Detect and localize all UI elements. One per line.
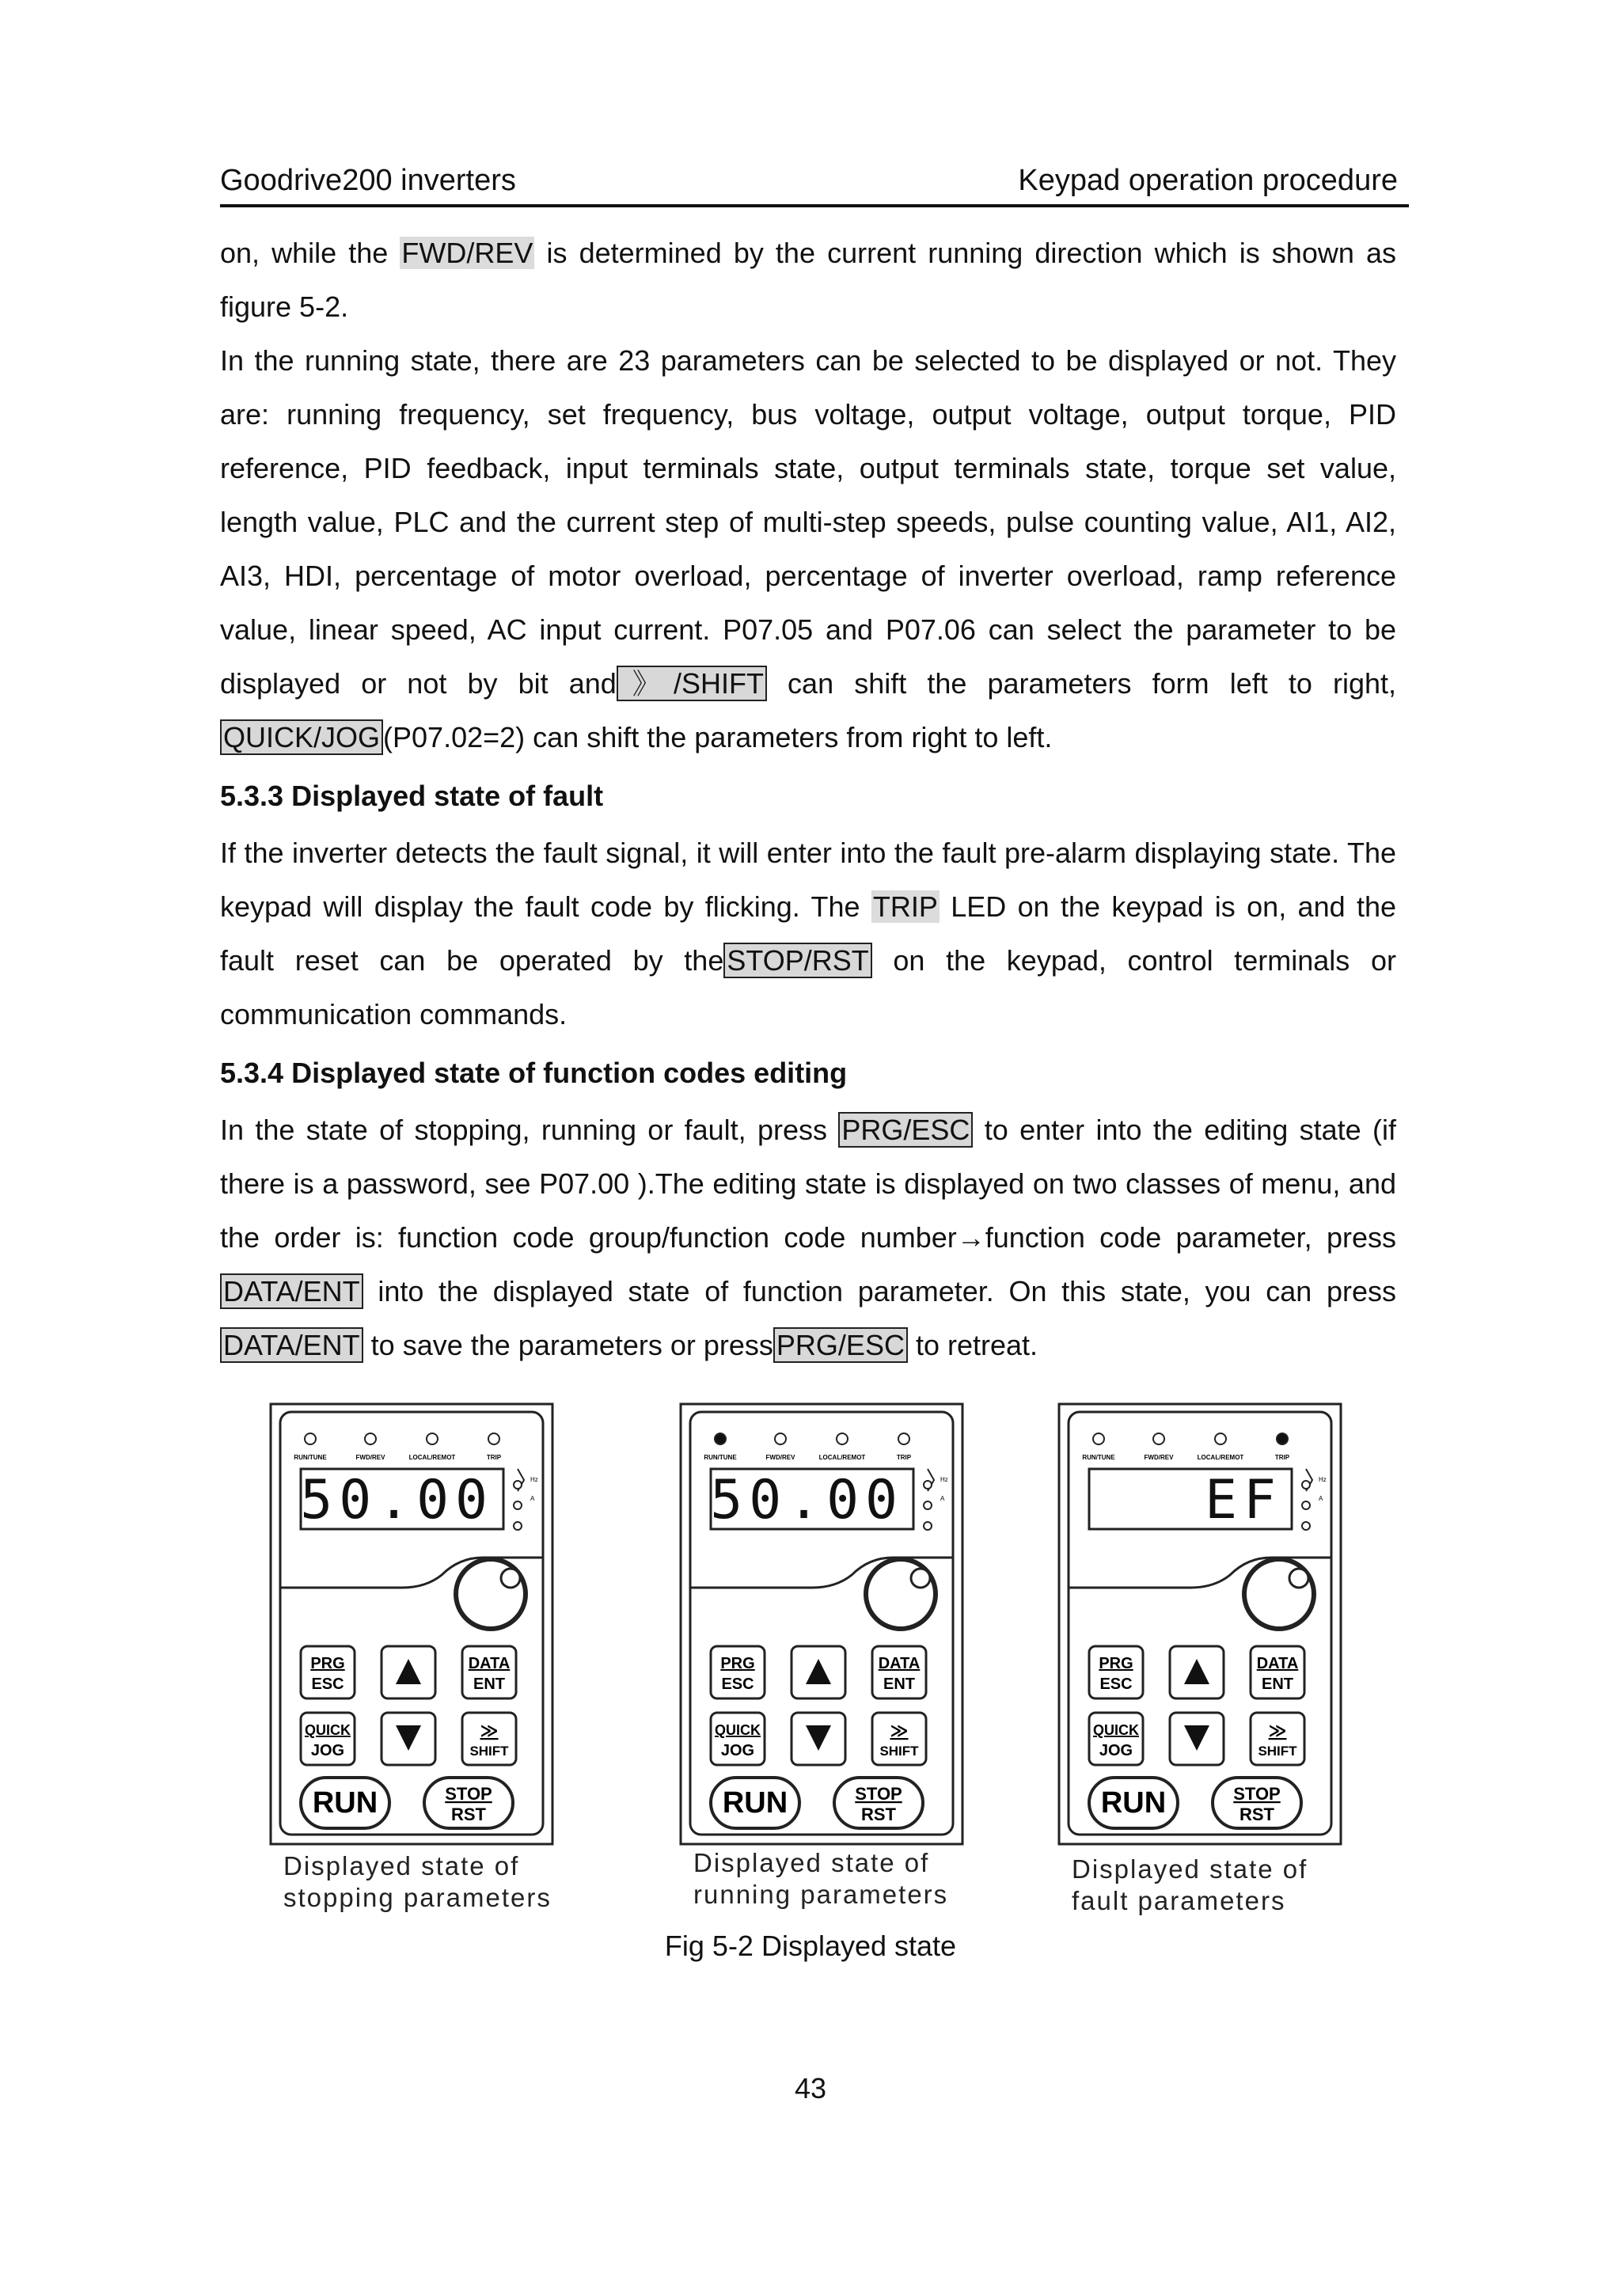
section-heading-5-3-4: 5.3.4 Displayed state of function codes editing [220, 1057, 848, 1089]
led-fwd-rev [775, 1433, 786, 1444]
keypad-drawing [269, 1402, 554, 1846]
body-text [220, 226, 1396, 1372]
page-number: 43 [794, 2072, 827, 2104]
display-value: EF [1205, 1469, 1282, 1531]
ent-label: ENT [473, 1676, 505, 1693]
text: to retreat. [907, 1329, 1038, 1361]
text: is determined by the current running direction which is shown as figure 5-2. [220, 237, 1396, 323]
unit-hz: Hz [940, 1476, 948, 1483]
esc-label: ESC [311, 1676, 344, 1693]
prg-esc-key-label-2: PRG/ESC [773, 1327, 908, 1363]
quick-label: QUICK [1093, 1722, 1139, 1738]
run-label: RUN [312, 1786, 378, 1820]
stop-rst-key-label: STOP/RST [723, 943, 871, 978]
run-label: RUN [722, 1786, 788, 1820]
led-run-tune [715, 1433, 726, 1444]
led-label-local-remot: LOCAL/REMOT [1197, 1454, 1244, 1461]
led-label-run-tune: RUN/TUNE [294, 1454, 327, 1461]
led-trip [488, 1433, 499, 1444]
text: into the displayed state of function parameter. On this state, you can press [363, 1275, 1396, 1307]
shift-icon: ≫ [1268, 1721, 1287, 1741]
keypad-figure-running [679, 1402, 972, 1911]
quick-label: QUICK [715, 1722, 761, 1738]
text: If the inverter detects the fault signal, it will enter into the fault pre-alarm displaying state. The keypad will display the fault code by flicking. The [220, 837, 1396, 923]
trip-led-label: TRIP [872, 890, 938, 923]
shift-key-label: 》/SHIFT [617, 666, 767, 701]
led-label-trip: TRIP [486, 1454, 502, 1461]
led-trip [898, 1433, 909, 1444]
paragraph-editing [220, 1103, 1396, 1372]
keypad-figures [269, 1402, 1353, 1925]
fwd-rev-led-label: FWD/REV [401, 237, 533, 269]
caption-line-1: Displayed state of [1072, 1854, 1308, 1884]
led-local-remot [427, 1433, 438, 1444]
prg-label: PRG [310, 1655, 345, 1672]
text: In the state of stopping, running or fault, press [220, 1114, 839, 1146]
unit-a: A [940, 1495, 945, 1502]
rst-label: RST [451, 1805, 486, 1824]
keypad-drawing [1057, 1402, 1342, 1846]
run-label: RUN [1100, 1786, 1167, 1820]
paragraph-fault [220, 826, 1396, 1042]
text: can shift the parameters form left to right, [766, 667, 1397, 700]
led-label-fwd-rev: FWD/REV [765, 1454, 795, 1461]
rst-label: RST [861, 1805, 896, 1824]
ent-label: ENT [883, 1676, 915, 1693]
shift-icon: ≫ [890, 1721, 909, 1741]
keypad-caption [269, 1850, 562, 1914]
led-label-run-tune: RUN/TUNE [704, 1454, 737, 1461]
page-header [220, 163, 1409, 207]
data-label: DATA [468, 1655, 511, 1672]
keypad-caption [1057, 1854, 1350, 1917]
led-local-remot [1215, 1433, 1226, 1444]
led-trip [1277, 1433, 1288, 1444]
led-fwd-rev [365, 1433, 376, 1444]
text: on the keypad, control terminals or communication commands. [220, 944, 1396, 1030]
prg-esc-key-label: PRG/ESC [838, 1112, 973, 1148]
caption-line-2: stopping parameters [283, 1883, 552, 1912]
caption-line-2: running parameters [693, 1880, 949, 1909]
unit-hz: Hz [1319, 1476, 1327, 1483]
data-ent-key-label: DATA/ENT [220, 1273, 363, 1309]
caption-line-1: Displayed state of [283, 1851, 520, 1880]
led-local-remot [837, 1433, 848, 1444]
led-label-local-remot: LOCAL/REMOT [818, 1454, 866, 1461]
led-label-trip: TRIP [896, 1454, 912, 1461]
stop-label: STOP [1233, 1784, 1281, 1804]
header-right: Keypad operation procedure [1018, 164, 1398, 197]
stop-label: STOP [445, 1784, 492, 1804]
text: (P07.02=2) can shift the parameters from right to left. [383, 721, 1053, 753]
led-label-trip: TRIP [1274, 1454, 1290, 1461]
esc-label: ESC [721, 1676, 754, 1693]
text: on, while the [220, 237, 401, 269]
quick-jog-key-label: QUICK/JOG [220, 719, 383, 755]
keypad-figure-fault [1057, 1402, 1350, 1917]
jog-label: JOG [310, 1742, 345, 1759]
figure-caption: Fig 5-2 Displayed state [664, 1930, 957, 1962]
led-fwd-rev [1153, 1433, 1164, 1444]
data-label: DATA [1256, 1655, 1299, 1672]
jog-label: JOG [1099, 1742, 1133, 1759]
keypad-caption [679, 1847, 972, 1911]
data-ent-key-label-2: DATA/ENT [220, 1327, 363, 1363]
text: to enter into the editing state (if there is a password, see P07.00 ).The editing state is displayed on two classes of menu, and the order is: function code group/function code number→function code parameter, press [220, 1114, 1396, 1254]
display-value: 50.00 [710, 1469, 904, 1531]
shift-icon: ≫ [480, 1721, 499, 1741]
section-heading-5-3-3: 5.3.3 Displayed state of fault [220, 780, 604, 812]
prg-label: PRG [720, 1655, 755, 1672]
led-label-local-remot: LOCAL/REMOT [408, 1454, 456, 1461]
rst-label: RST [1239, 1805, 1274, 1824]
jog-label: JOG [720, 1742, 755, 1759]
keypad-figure-stopping [269, 1402, 562, 1914]
stop-label: STOP [855, 1784, 902, 1804]
quick-label: QUICK [305, 1722, 351, 1738]
paragraph-running-state [220, 334, 1396, 765]
shift-label: SHIFT [469, 1744, 509, 1759]
data-label: DATA [878, 1655, 921, 1672]
text: LED on the keypad is on, and the fault reset can be operated by the [220, 890, 1396, 977]
header-left: Goodrive200 inverters [220, 164, 516, 197]
caption-line-1: Displayed state of [693, 1848, 930, 1877]
led-run-tune [305, 1433, 316, 1444]
shift-label: SHIFT [879, 1744, 919, 1759]
unit-a: A [530, 1495, 535, 1502]
unit-a: A [1319, 1495, 1323, 1502]
text: to save the parameters or press [363, 1329, 773, 1361]
unit-hz: Hz [530, 1476, 538, 1483]
led-label-run-tune: RUN/TUNE [1082, 1454, 1115, 1461]
led-run-tune [1093, 1433, 1104, 1444]
led-label-fwd-rev: FWD/REV [355, 1454, 385, 1461]
keypad-drawing [679, 1402, 964, 1846]
text: In the running state, there are 23 parameters can be selected to be displayed or not. They are: running frequency, set frequency, bus voltage, output voltage, output torque, PID reference, PID feedback, input terminals state, output terminals state, torque set value, length value, PLC and the current step of multi-step speeds, pulse counting value, AI1, AI2, AI3, HDI, percentage of motor overload, percentage of inverter overload, ramp reference value, linear speed, AC input current. P07.05 and P07.06 can select the parameter to be displayed or not by bit and [220, 344, 1396, 700]
shift-label: SHIFT [1258, 1744, 1297, 1759]
paragraph-direction [220, 226, 1396, 334]
caption-line-2: fault parameters [1072, 1886, 1286, 1915]
display-value: 50.00 [300, 1469, 494, 1531]
esc-label: ESC [1099, 1676, 1133, 1693]
prg-label: PRG [1099, 1655, 1133, 1672]
led-label-fwd-rev: FWD/REV [1144, 1454, 1174, 1461]
ent-label: ENT [1262, 1676, 1293, 1693]
